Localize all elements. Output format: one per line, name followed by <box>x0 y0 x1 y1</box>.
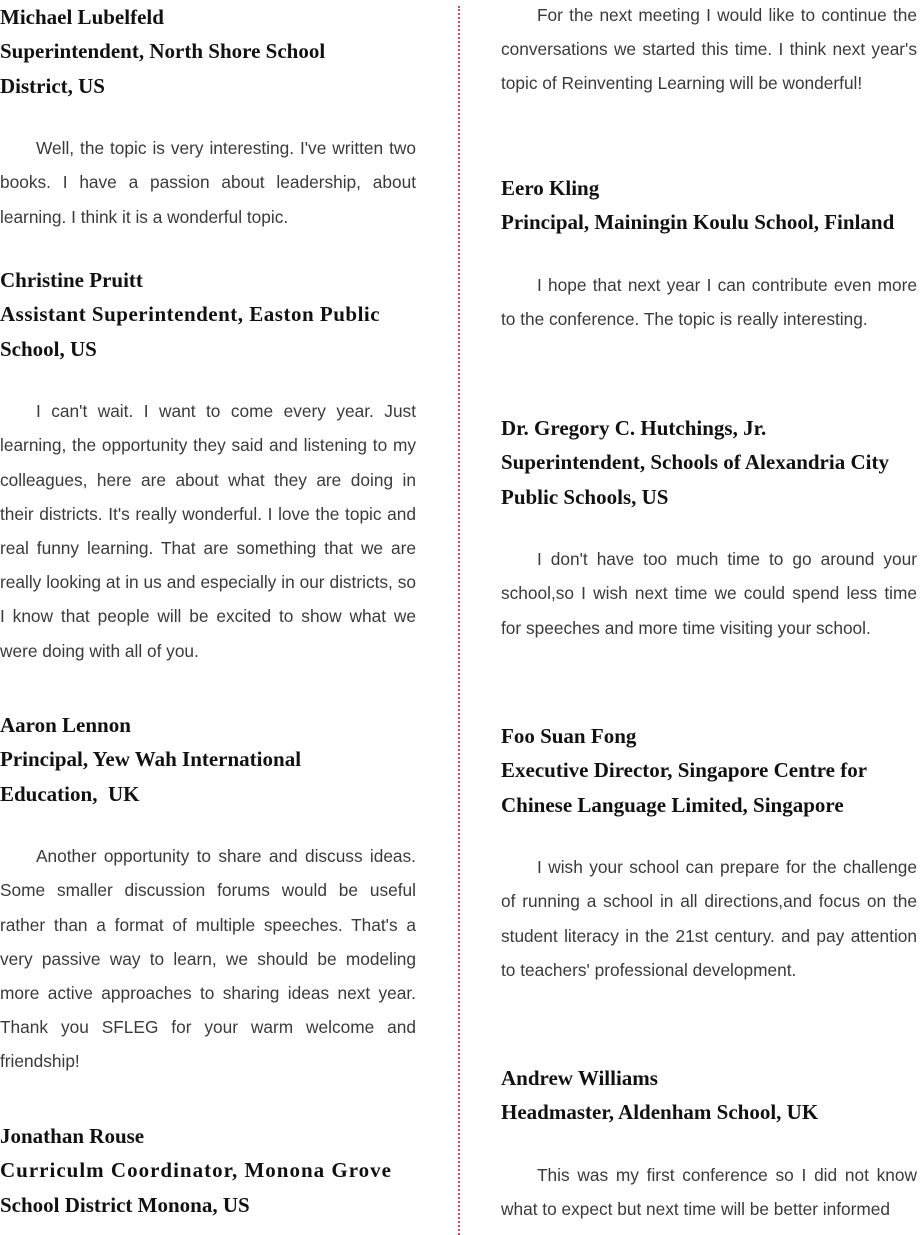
speaker-title: Curriculm Coordinator, Monona Grove <box>0 1158 392 1183</box>
testimonial-andrew-williams <box>501 1061 917 1226</box>
speaker-heading <box>0 263 416 366</box>
testimonial-foo-suan-fong <box>501 719 917 987</box>
testimonial-aaron-lennon <box>0 708 416 1079</box>
speaker-name: Christine Pruitt <box>0 268 143 292</box>
speaker-title: School, US <box>0 336 97 361</box>
testimonial-jonathan-rouse <box>0 1119 416 1222</box>
speaker-title: Public Schools, US <box>501 484 669 509</box>
testimonial-eero-kling <box>501 171 917 336</box>
speaker-title: Headmaster, Aldenham School, UK <box>501 1100 819 1125</box>
speaker-title: District, US <box>0 73 105 98</box>
speaker-title: Chinese Language Limited, Singapore <box>501 792 844 817</box>
speaker-title: Executive Director, Singapore Centre for <box>501 758 868 783</box>
testimonial-quote: For the next meeting I would like to continue the conversations we started this time. I think next year's topic of Reinventing Learning will be wonderful! <box>501 5 917 94</box>
column-divider <box>458 6 460 1235</box>
speaker-name: Foo Suan Fong <box>501 724 637 748</box>
speaker-title: Education, UK <box>0 781 140 806</box>
speaker-title: School District Monona, US <box>0 1192 250 1217</box>
speaker-heading <box>501 411 917 514</box>
testimonial-michael-lubelfeld <box>0 0 416 234</box>
speaker-heading <box>501 1061 917 1130</box>
testimonial-quote: I can't wait. I want to come every year. Just learning, the opportunity they said and listening to my colleagues, here are about what they are doing in their districts. It's really wonderful. I love the topic and real funny learning. That are something that we are really looking at in us and especially in our districts, so I know that people will be excited to show what we were doing with all of you. <box>0 401 416 661</box>
testimonial-quote: This was my first conference so I did not know what to expect but next time will be better informed <box>501 1164 917 1220</box>
speaker-title: Superintendent, Schools of Alexandria City <box>501 450 889 475</box>
testimonial-quote: I don't have too much time to go around your school,so I wish next time we could spend less time for speeches and more time visiting your school. <box>501 549 917 638</box>
speaker-name: Eero Kling <box>501 176 600 200</box>
speaker-name: Jonathan Rouse <box>0 1124 145 1148</box>
speaker-heading <box>0 0 416 103</box>
speaker-title: Assistant Superintendent, Easton Public <box>0 302 381 327</box>
speaker-title: Principal, Mainingin Koulu School, Finland <box>501 210 895 235</box>
testimonial-quote: Well, the topic is very interesting. I've written two books. I have a passion about leadership, about learning. I think it is a wonderful topic. <box>0 138 416 227</box>
speaker-heading <box>501 719 917 822</box>
speaker-title: Principal, Yew Wah International <box>0 747 302 772</box>
speaker-heading <box>0 1119 416 1222</box>
testimonial-quote: I hope that next year I can contribute even more to the conference. The topic is really interesting. <box>501 274 917 330</box>
speaker-name: Dr. Gregory C. Hutchings, Jr. <box>501 416 767 440</box>
testimonial-quote: Another opportunity to share and discuss ideas. Some smaller discussion forums would be useful rather than a format of multiple speeches. That's a very passive way to learn, we should be modeling more active approaches to sharing ideas next year. Thank you SFLEG for your warm welcome and friendship! <box>0 846 416 1072</box>
testimonial-christine-pruitt <box>0 263 416 668</box>
speaker-heading <box>0 708 416 811</box>
testimonial-continued <box>501 0 917 101</box>
speaker-title: Superintendent, North Shore School <box>0 39 326 64</box>
testimonial-quote: I wish your school can prepare for the challenge of running a school in all directions,and focus on the student literacy in the 21st century. and pay attention to teachers' professional development. <box>501 857 917 980</box>
testimonial-gregory-hutchings <box>501 411 917 645</box>
speaker-heading <box>501 171 917 240</box>
speaker-name: Andrew Williams <box>501 1066 658 1090</box>
speaker-name: Aaron Lennon <box>0 713 131 737</box>
speaker-name: Michael Lubelfeld <box>0 5 164 29</box>
